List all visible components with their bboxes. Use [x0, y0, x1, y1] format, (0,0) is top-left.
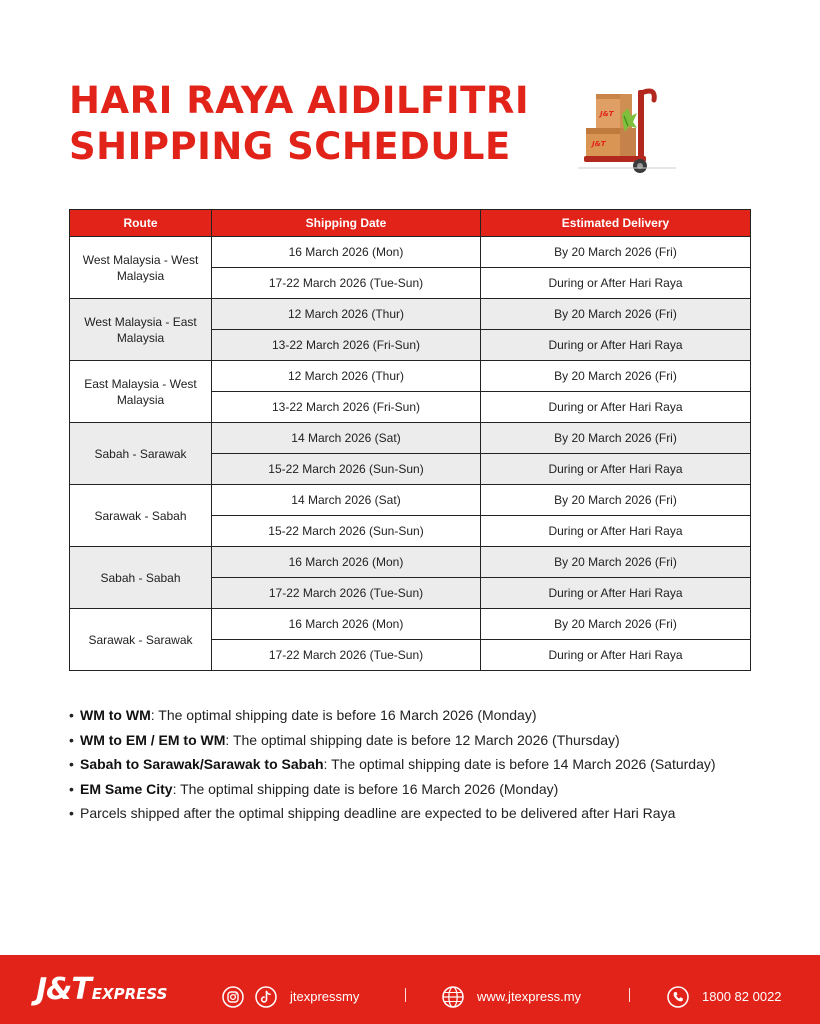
- delivery-cell: During or After Hari Raya: [481, 640, 751, 671]
- page-title: [69, 78, 569, 170]
- route-cell: Sabah - Sabah: [70, 547, 212, 609]
- logo-mark: J&T: [36, 972, 91, 1007]
- tiktok-icon[interactable]: [255, 986, 277, 1008]
- globe-icon: [442, 986, 464, 1008]
- footer-bar: [0, 955, 820, 1024]
- delivery-cell: By 20 March 2026 (Fri): [481, 485, 751, 516]
- route-cell: West Malaysia - East Malaysia: [70, 299, 212, 361]
- parcel-trolley-icon: [574, 84, 682, 176]
- shipping-date-cell: 14 March 2026 (Sat): [212, 423, 481, 454]
- note-label: EM Same City: [80, 780, 173, 797]
- delivery-cell: By 20 March 2026 (Fri): [481, 423, 751, 454]
- website-link[interactable]: www.jtexpress.my: [477, 989, 582, 1004]
- table-header-row: [70, 210, 751, 237]
- shipping-schedule-table: [69, 209, 751, 671]
- note-text: Parcels shipped after the optimal shipping deadline are expected to be delivered after Hari Raya: [80, 805, 676, 821]
- shipping-date-cell: 17-22 March 2026 (Tue-Sun): [212, 268, 481, 299]
- shipping-date-cell: 14 March 2026 (Sat): [212, 485, 481, 516]
- instagram-icon[interactable]: [222, 986, 244, 1008]
- shipping-date-cell: 15-22 March 2026 (Sun-Sun): [212, 516, 481, 547]
- title-line-1: HARI RAYA AIDILFITRI: [69, 79, 530, 122]
- delivery-cell: During or After Hari Raya: [481, 454, 751, 485]
- route-cell: East Malaysia - West Malaysia: [70, 361, 212, 423]
- shipping-date-cell: 12 March 2026 (Thur): [212, 361, 481, 392]
- note-text: : The optimal shipping date is before 14 March 2026 (Saturday): [323, 756, 716, 772]
- shipping-date-cell: 15-22 March 2026 (Sun-Sun): [212, 454, 481, 485]
- shipping-date-cell: 12 March 2026 (Thur): [212, 299, 481, 330]
- note-item: • EM Same City: The optimal shipping date is before 16 March 2026 (Monday): [69, 780, 559, 797]
- logo-sub: EXPRESS: [91, 985, 168, 1003]
- delivery-cell: During or After Hari Raya: [481, 578, 751, 609]
- header-estimated-delivery: Estimated Delivery: [481, 210, 751, 237]
- shipping-date-cell: 13-22 March 2026 (Fri-Sun): [212, 392, 481, 423]
- delivery-cell: By 20 March 2026 (Fri): [481, 609, 751, 640]
- social-handle-link[interactable]: jtexpressmy: [290, 989, 360, 1004]
- title-line-2: SHIPPING SCHEDULE: [69, 125, 511, 168]
- shipping-date-cell: 17-22 March 2026 (Tue-Sun): [212, 578, 481, 609]
- phone-number-link[interactable]: 1800 82 0022: [702, 989, 782, 1004]
- header-shipping-date: Shipping Date: [212, 210, 481, 237]
- shipping-date-cell: 16 March 2026 (Mon): [212, 237, 481, 268]
- table-row: [70, 547, 751, 578]
- note-text: : The optimal shipping date is before 12 March 2026 (Thursday): [225, 731, 620, 748]
- route-cell: Sarawak - Sabah: [70, 485, 212, 547]
- note-label: WM to EM / EM to WM: [80, 731, 226, 748]
- table-row: [70, 299, 751, 330]
- note-item: • Parcels shipped after the optimal shipping deadline are expected to be delivered after Hari Raya: [69, 805, 676, 821]
- shipping-notes: [69, 703, 769, 826]
- jt-express-logo[interactable]: [36, 972, 168, 1007]
- note-item: • WM to EM / EM to WM: The optimal shipping date is before 12 March 2026 (Thursday): [69, 731, 620, 748]
- shipping-date-cell: 17-22 March 2026 (Tue-Sun): [212, 640, 481, 671]
- svg-text:J&T: J&T: [592, 140, 606, 148]
- delivery-cell: During or After Hari Raya: [481, 268, 751, 299]
- route-cell: Sarawak - Sarawak: [70, 609, 212, 671]
- footer-divider: [405, 988, 406, 1002]
- svg-text:J&T: J&T: [600, 110, 614, 118]
- delivery-cell: During or After Hari Raya: [481, 392, 751, 423]
- delivery-cell: By 20 March 2026 (Fri): [481, 237, 751, 268]
- route-cell: Sabah - Sarawak: [70, 423, 212, 485]
- table-row: [70, 609, 751, 640]
- delivery-cell: By 20 March 2026 (Fri): [481, 547, 751, 578]
- table-row: [70, 361, 751, 392]
- delivery-cell: During or After Hari Raya: [481, 516, 751, 547]
- note-item: • WM to WM: The optimal shipping date is before 16 March 2026 (Monday): [69, 707, 537, 723]
- route-cell: West Malaysia - West Malaysia: [70, 237, 212, 299]
- phone-icon: [667, 986, 689, 1008]
- note-label: WM to WM: [80, 707, 151, 723]
- shipping-date-cell: 16 March 2026 (Mon): [212, 547, 481, 578]
- table-row: [70, 423, 751, 454]
- footer-divider: [629, 988, 630, 1002]
- note-label: Sabah to Sarawak/Sarawak to Sabah: [80, 756, 324, 772]
- note-item: • Sabah to Sarawak/Sarawak to Sabah: The optimal shipping date is before 14 March 2026 (Saturday): [69, 756, 716, 772]
- shipping-date-cell: 13-22 March 2026 (Fri-Sun): [212, 330, 481, 361]
- table-row: [70, 485, 751, 516]
- delivery-cell: By 20 March 2026 (Fri): [481, 361, 751, 392]
- delivery-cell: By 20 March 2026 (Fri): [481, 299, 751, 330]
- shipping-date-cell: 16 March 2026 (Mon): [212, 609, 481, 640]
- header-route: Route: [70, 210, 212, 237]
- table-row: [70, 237, 751, 268]
- delivery-cell: During or After Hari Raya: [481, 330, 751, 361]
- note-text: : The optimal shipping date is before 16 March 2026 (Monday): [172, 780, 559, 797]
- note-text: : The optimal shipping date is before 16 March 2026 (Monday): [150, 707, 537, 723]
